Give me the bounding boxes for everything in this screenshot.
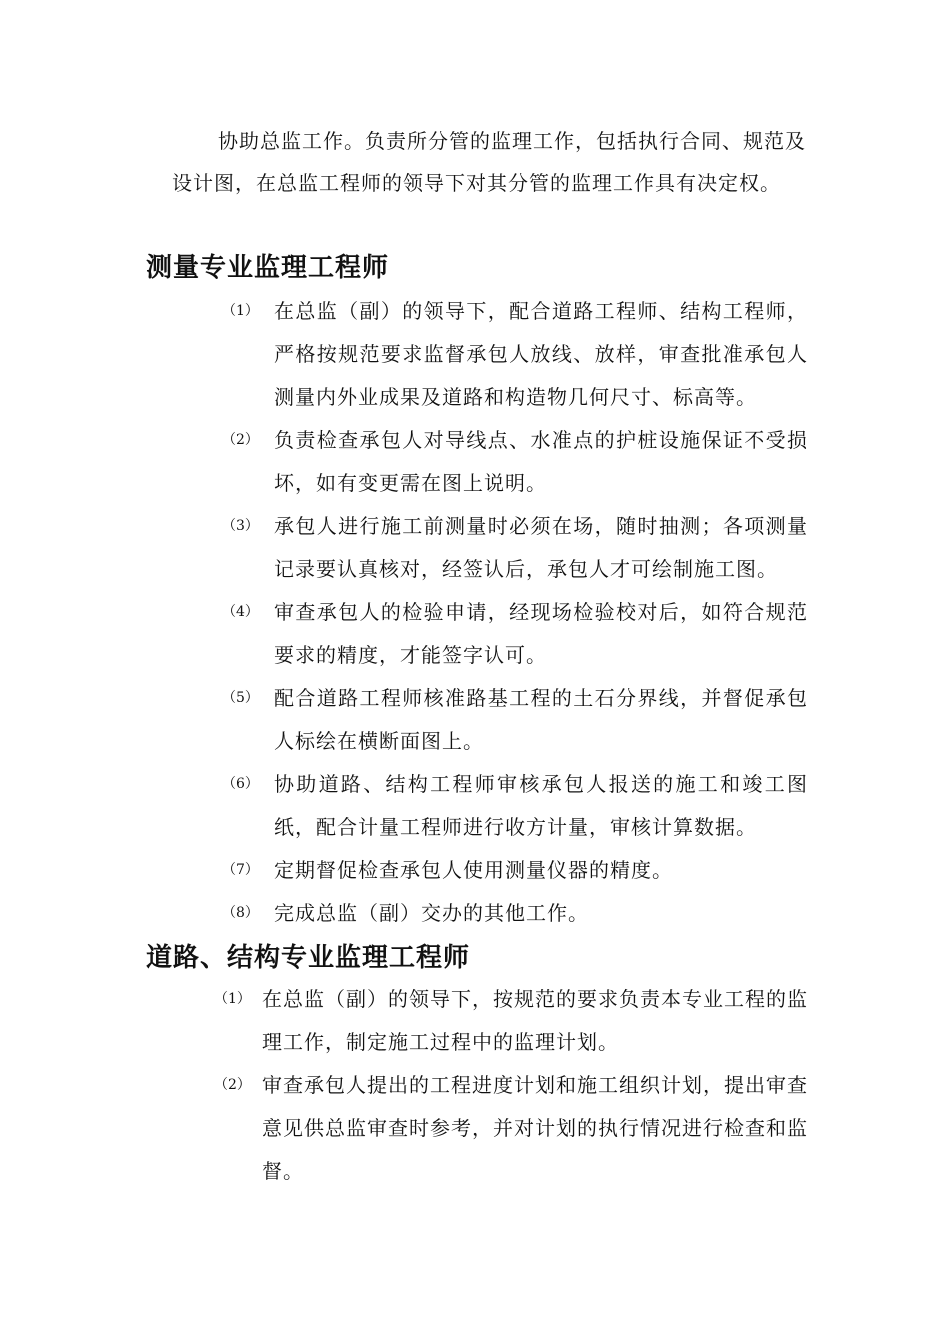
- item-number: （2）: [222, 432, 259, 448]
- item-text: 负责检查承包人对导线点、水准点的护桩设施保证不受损坏，如有变更需在图上说明。: [274, 428, 808, 495]
- list-item: [222, 505, 808, 591]
- list-item: [222, 892, 808, 935]
- item-number: （5）: [222, 690, 259, 706]
- list-item: [214, 978, 808, 1064]
- list-item: [214, 1064, 808, 1193]
- item-text: 配合道路工程师核准路基工程的土石分界线，并督促承包人标绘在横断面图上。: [274, 686, 808, 753]
- item-text: 审查承包人提出的工程进度计划和施工组织计划，提出审查意见供总监审查时参考，并对计划的执行情况进行检查和监督。: [262, 1073, 808, 1183]
- item-text: 定期督促检查承包人使用测量仪器的精度。: [274, 858, 673, 882]
- list-item: [222, 290, 808, 419]
- intro-paragraph: 协助总监工作。负责所分管的监理工作，包括执行合同、规范及设计图，在总监工程师的领导下对其分管的监理工作具有决定权。: [172, 129, 806, 195]
- item-text: 协助道路、结构工程师审核承包人报送的施工和竣工图纸，配合计量工程师进行收方计量，审核计算数据。: [274, 772, 808, 839]
- item-number: （1）: [222, 303, 259, 319]
- item-number: （8）: [222, 905, 259, 921]
- section-heading-survey-engineer: 测量专业监理工程师: [146, 253, 390, 283]
- item-number: （7）: [222, 862, 259, 878]
- list-item: [222, 763, 808, 849]
- list-item: [222, 591, 808, 677]
- item-text: 完成总监（副）交办的其他工作。: [274, 901, 589, 925]
- item-text: 审查承包人的检验申请，经现场检验校对后，如符合规范要求的精度，才能签字认可。: [274, 600, 808, 667]
- item-text: 在总监（副）的领导下，按规范的要求负责本专业工程的监理工作，制定施工过程中的监理计划。: [262, 987, 808, 1054]
- item-text: 承包人进行施工前测量时必须在场，随时抽测；各项测量记录要认真核对，经签认后，承包人才可绘制施工图。: [274, 514, 808, 581]
- section-heading-road-structure-engineer: 道路、结构专业监理工程师: [146, 943, 471, 973]
- item-number: （6）: [222, 776, 259, 792]
- road-structure-duties-list: [214, 978, 808, 1193]
- survey-duties-list: [222, 290, 808, 935]
- item-text: 在总监（副）的领导下，配合道路工程师、结构工程师，严格按规范要求监督承包人放线、放样，审查批准承包人测量内外业成果及道路和构造物几何尺寸、标高等。: [274, 299, 808, 409]
- list-item: [222, 849, 808, 892]
- item-number: （3）: [222, 518, 259, 534]
- item-number: （1）: [214, 991, 251, 1007]
- list-item: [222, 677, 808, 763]
- list-item: [222, 419, 808, 505]
- item-number: （2）: [214, 1077, 251, 1093]
- item-number: （4）: [222, 604, 259, 620]
